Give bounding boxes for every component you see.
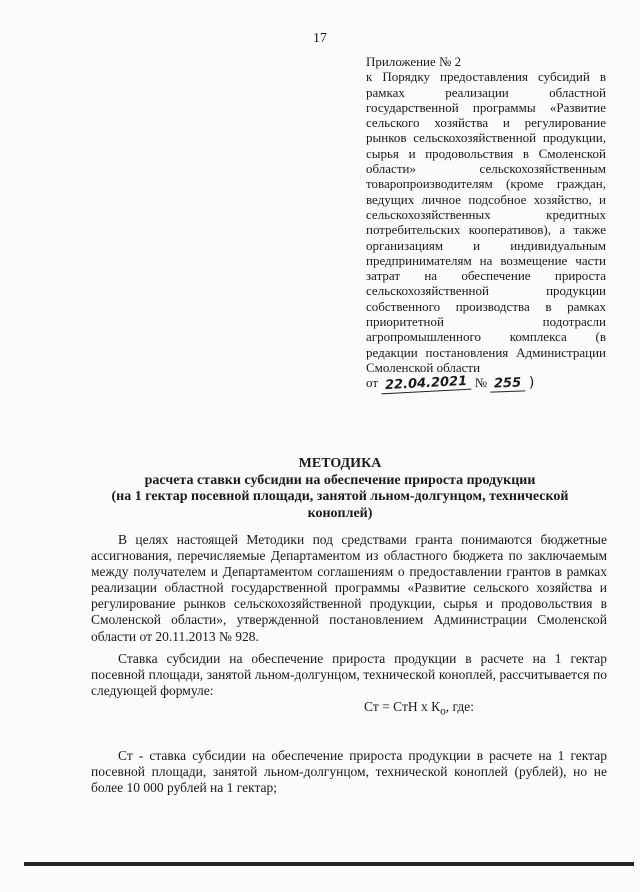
appendix-block (366, 54, 606, 393)
number-sign: № (474, 375, 488, 391)
document-title (80, 456, 600, 522)
closing-bracket: ) (528, 375, 535, 392)
document-body (91, 532, 607, 796)
appendix-signature-line (366, 375, 606, 392)
formula-tail: , где: (445, 698, 474, 714)
formula (91, 699, 607, 720)
title-line-2: расчета ставки субсидии на обеспечение прироста продукции (144, 472, 536, 488)
handwritten-date: 22.04.2021 (381, 374, 472, 395)
handwritten-number: 255 (490, 376, 526, 394)
title-line-1: МЕТОДИКА (298, 456, 382, 471)
paragraph-rate-intro: Ставка субсидии на обеспечение прироста продукции в расчете на 1 гектар посевной площади, занятой льном-долгунцом, технической коноплей, рассчитывается по следующей формуле: (91, 650, 607, 698)
appendix-ot: от (366, 375, 379, 391)
page-number: 17 (313, 31, 327, 46)
paragraph-grant-definition: В целях настоящей Методики под средствами гранта понимаются бюджетные ассигнования, перечисляемые Департаментом из областного бюджета по заключаемым между получателем и Департаментом соглашениям о предоставлении грантов в рамках реализации областной государственной программы «Развитие сельского хозяйства и регулирование рынков сельскохозяйственной продукции, сырья и продовольствия в Смоленской области», утвержденной постановлением Администрации Смоленской области от 20.11.2013 № 928. (91, 532, 607, 644)
formula-subscript: о (440, 705, 446, 718)
formula-main: Ст = СтН х К (364, 698, 441, 714)
appendix-heading: Приложение № 2 (366, 54, 462, 69)
bottom-rule (24, 862, 634, 866)
title-line-3: (на 1 гектар посевной площади, занятой льном-долгунцом, технической коноплей) (111, 489, 569, 521)
paragraph-st-definition: Ст - ставка субсидии на обеспечение прироста продукции в расчете на 1 гектар посевной площади, занятой льном-долгунцом, технической коноплей (рублей), но не более 10 000 рублей на 1 гектар; (91, 747, 607, 795)
appendix-body: к Порядку предоставления субсидий в рамках реализации областной государственной программы «Развитие сельского хозяйства и регулирование рынков сельскохозяйственной продукции, сырья и продовольствия в Смоленской области» сельскохозяйственным товаропроизводителям (кроме граждан, ведущих личное подсобное хозяйство, и сельскохозяйственных кредитных потребительских кооперативов), а также организациям и индивидуальным предпринимателям на возмещение части затрат на обеспечение прироста сельскохозяйственной продукции собственного производства в рамках приоритетной подотрасли агропромышленного комплекса (в редакции постановления Администрации Смоленской области (366, 69, 606, 375)
